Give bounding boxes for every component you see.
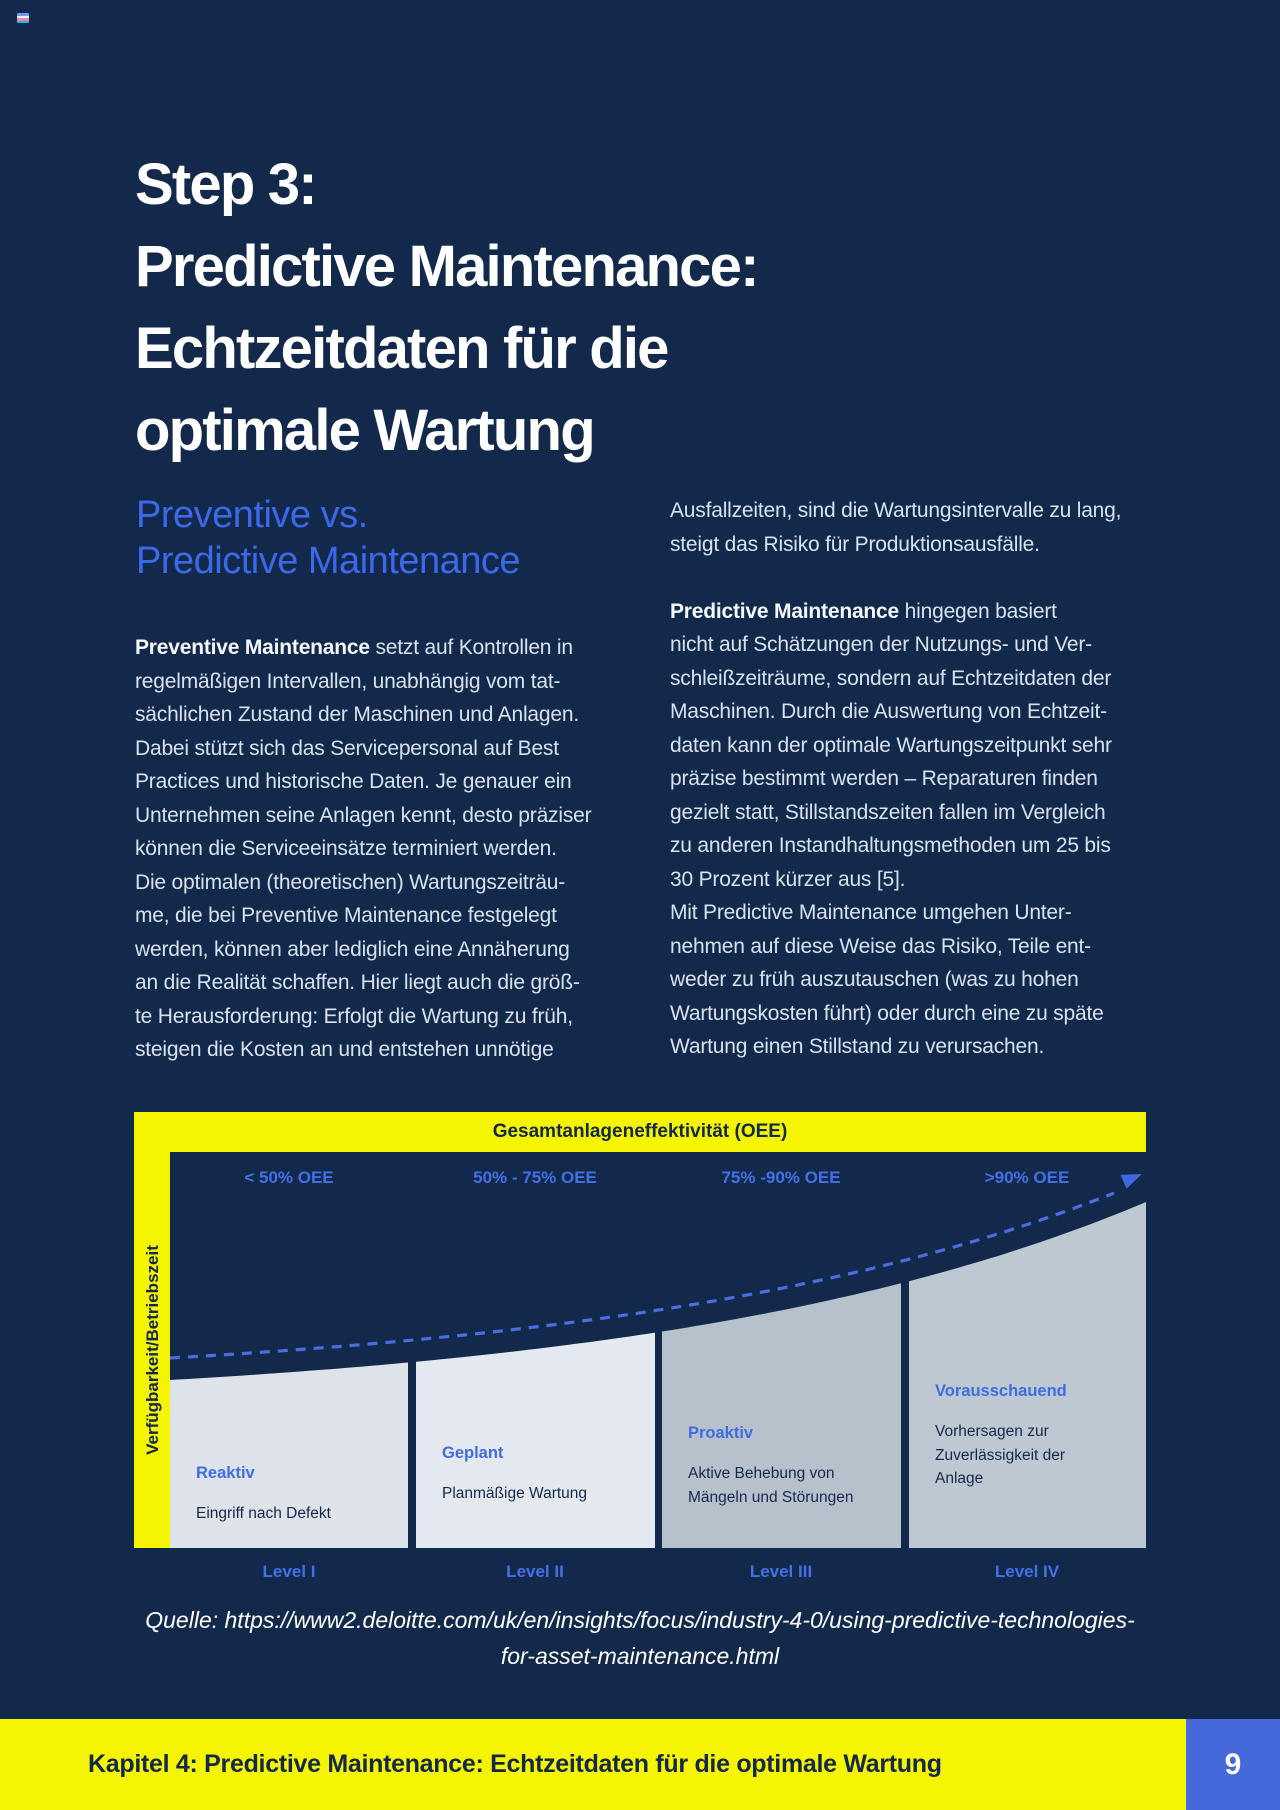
level-label: Level I	[262, 1562, 316, 1581]
body-line	[670, 561, 1121, 595]
body-line: Maschinen. Durch die Auswertung von Echtzeit-	[670, 700, 1107, 723]
maturity-column-title: Proaktiv	[688, 1424, 754, 1442]
figure-title: Gesamtanlageneffektivität (OEE)	[492, 1121, 788, 1142]
maturity-column-title: Reaktiv	[196, 1464, 255, 1482]
section-subtitle-line: Predictive Maintenance	[136, 540, 520, 582]
maturity-column-geplant	[442, 1444, 667, 1506]
body-line: weder zu früh auszutauschen (was zu hohen	[670, 968, 1079, 991]
maturity-column-proaktiv	[688, 1424, 913, 1509]
body-line: schleißzeiträume, sondern auf Echtzeitdaten der	[670, 666, 1112, 690]
maturity-column-shape	[416, 1333, 655, 1548]
body-line: steigen die Kosten an und entstehen unnötige	[135, 1038, 554, 1061]
body-line: Wartungskosten führt) oder durch eine zu späte	[670, 1001, 1104, 1025]
body-line: 30 Prozent kürzer aus [5].	[670, 867, 906, 891]
y-axis-label: Verfügbarkeit/Betriebszeit	[143, 1245, 162, 1455]
body-line: sächlichen Zustand der Maschinen und Anlagen.	[135, 703, 579, 726]
page-number-badge: 9	[1186, 1719, 1280, 1810]
oee-range-label: 50% - 75% OEE	[473, 1168, 597, 1187]
page-title-line: Echtzeitdaten für die	[135, 316, 668, 381]
body-line: Unternehmen seine Anlagen kennt, desto präziser	[135, 803, 592, 827]
body-line: Practices und historische Daten. Je genauer ein	[135, 770, 572, 793]
body-line: zu anderen Instandhaltungsmethoden um 25 bis	[670, 834, 1111, 857]
maturity-column-description: Aktive Behebung von Mängeln und Störungen	[688, 1465, 854, 1506]
body-line: werden, können aber lediglich eine Annäherung	[135, 937, 570, 961]
footer-bar	[0, 1719, 1280, 1810]
figure-title-band	[134, 1112, 1146, 1152]
body-line: Dabei stützt sich das Servicepersonal auf Best	[135, 736, 559, 760]
body-line: Mit Predictive Maintenance umgehen Unter-	[670, 901, 1072, 924]
body-line: gezielt statt, Stillstandszeiten fallen im Vergleich	[670, 800, 1106, 824]
body-line: regelmäßigen Intervallen, unabhängig vom tat-	[135, 669, 561, 693]
level-label: Level IV	[994, 1562, 1060, 1581]
body-line: präzise bestimmt werden – Reparaturen finden	[670, 767, 1098, 790]
oee-range-label: >90% OEE	[984, 1168, 1070, 1187]
maturity-column-vorausschauend	[935, 1382, 1160, 1491]
body-column-left	[135, 631, 591, 1067]
oee-range-label: < 50% OEE	[244, 1168, 334, 1187]
maturity-column-description: Eingriff nach Defekt	[196, 1505, 331, 1522]
section-subtitle	[136, 492, 520, 584]
source-citation-line[interactable]: Quelle: https://www2.deloitte.com/uk/en/insights/focus/industry-4-0/using-predictive-technologies-	[145, 1607, 1135, 1633]
body-line: Die optimalen (theoretischen) Wartungszeiträu-	[135, 870, 566, 894]
body-line: daten kann der optimale Wartungszeitpunkt sehr	[670, 733, 1112, 757]
body-line: me, die bei Preventive Maintenance festgelegt	[135, 904, 557, 927]
page-title-line: optimale Wartung	[135, 398, 594, 463]
body-line: an die Realität schaffen. Hier liegt auch die größ-	[135, 971, 580, 994]
body-line: steigt das Risiko für Produktionsausfälle.	[670, 532, 1040, 556]
source-citation[interactable]	[0, 1602, 1280, 1674]
brand-mark-icon	[17, 13, 29, 23]
level-label: Level II	[506, 1562, 564, 1581]
level-label: Level III	[749, 1562, 813, 1581]
body-line: Ausfallzeiten, sind die Wartungsintervalle zu lang,	[670, 499, 1122, 522]
maturity-column-reaktiv	[196, 1464, 421, 1526]
page-title-line: Predictive Maintenance:	[135, 234, 758, 299]
body-line: nehmen auf diese Weise das Risiko, Teile ent-	[670, 934, 1091, 958]
oee-range-label: 75% -90% OEE	[721, 1168, 841, 1187]
maturity-column-description: Planmäßige Wartung	[442, 1485, 588, 1502]
body-line: Wartung einen Stillstand zu verursachen.	[670, 1035, 1045, 1058]
body-line: Preventive Maintenance setzt auf Kontrollen in	[135, 636, 573, 659]
body-line: können die Serviceeinsätze terminiert werden.	[135, 837, 557, 860]
body-line: nicht auf Schätzungen der Nutzungs- und Ver-	[670, 633, 1092, 656]
maturity-column-description: Vorhersagen zur Zuverlässigkeit der Anlage	[935, 1423, 1066, 1487]
maturity-column-shape	[909, 1202, 1146, 1548]
body-line: te Herausforderung: Erfolgt die Wartung zu früh,	[135, 1004, 573, 1028]
oee-figure	[134, 1112, 1146, 1550]
section-subtitle-line: Preventive vs.	[136, 494, 368, 536]
maturity-column-title: Geplant	[442, 1444, 504, 1462]
body-line: Predictive Maintenance hingegen basiert	[670, 599, 1057, 623]
level-labels-row	[134, 1562, 1146, 1586]
body-column-right	[670, 494, 1121, 1064]
page-title	[135, 144, 758, 472]
page-title-line: Step 3:	[135, 152, 316, 217]
maturity-column-title: Vorausschauend	[935, 1382, 1067, 1400]
source-citation-line[interactable]: for-asset-maintenance.html	[500, 1643, 780, 1669]
footer-chapter-title: Kapitel 4: Predictive Maintenance: Echtzeitdaten für die optimale Wartung	[88, 1750, 942, 1778]
curve-arrow-icon	[1121, 1174, 1142, 1189]
